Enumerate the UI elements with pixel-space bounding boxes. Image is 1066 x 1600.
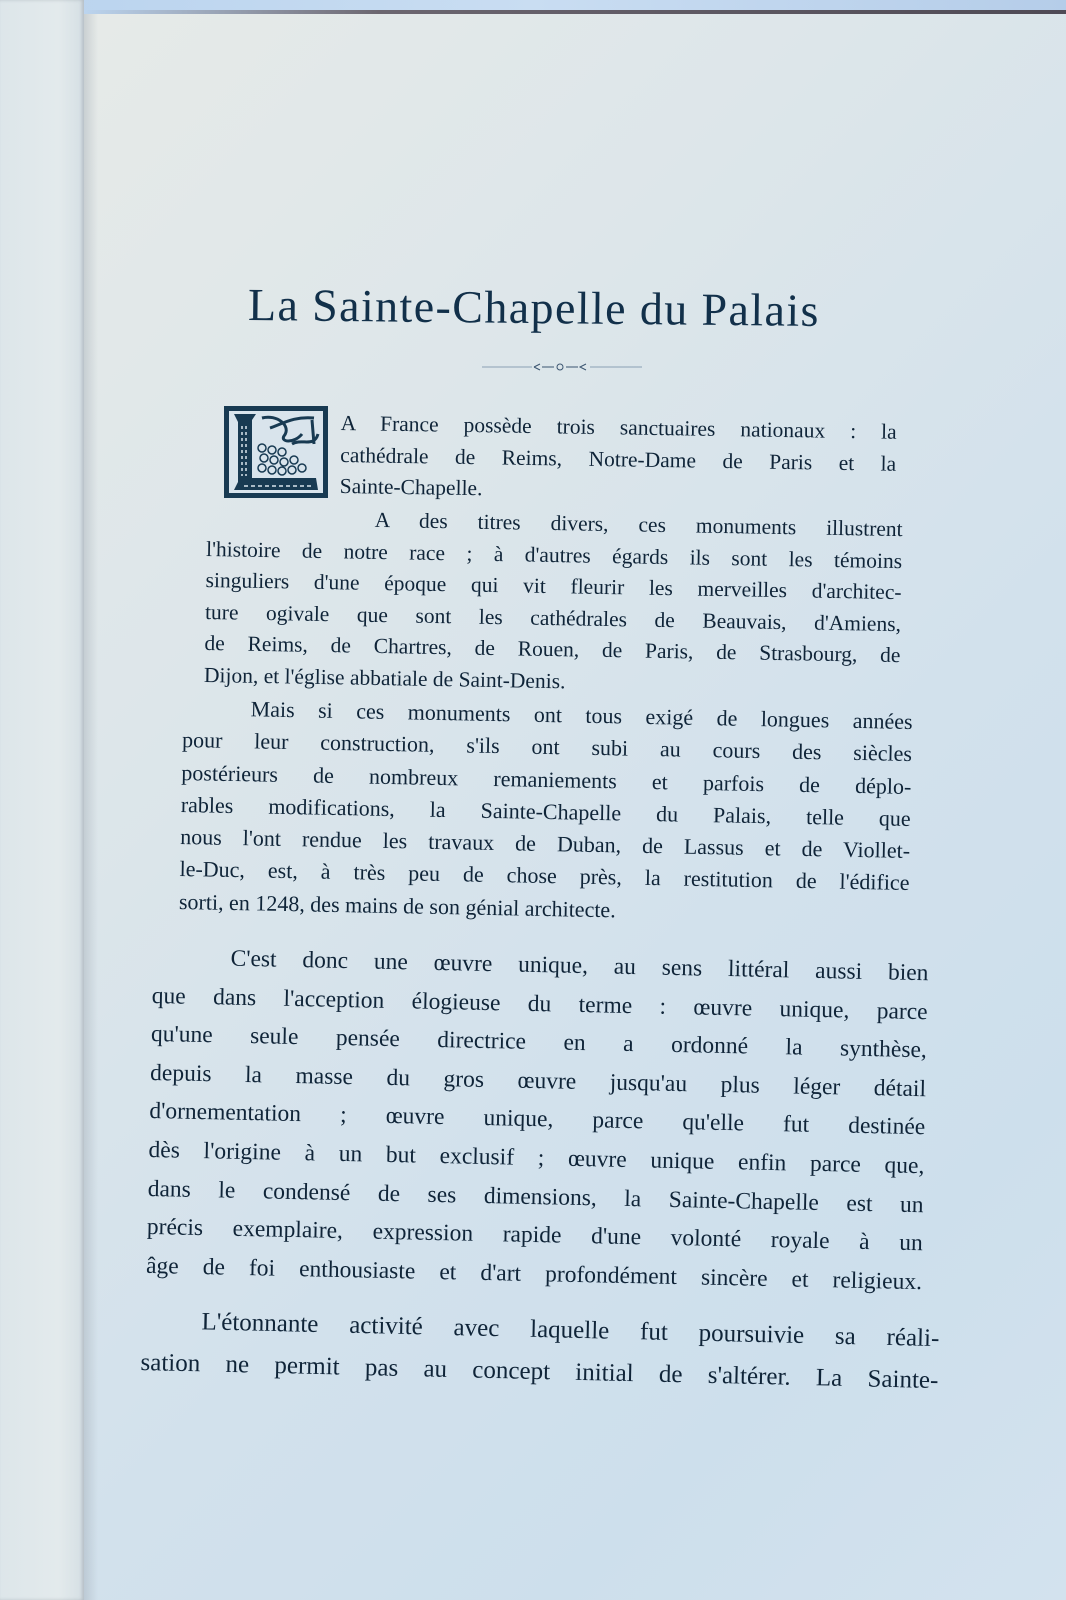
text-line: Sainte-Chapelle. (339, 473, 483, 501)
text-line: postérieurs de nombreux remaniements et parfois de déplo- (181, 759, 912, 799)
text-line: A France possède trois sanctuaires nationaux : la (340, 410, 897, 444)
text-line: rables modifications, la Sainte-Chapelle du Palais, telle que (180, 791, 911, 831)
text-line: sation ne permit pas au concept initial de s'altérer. La Sainte- (140, 1348, 939, 1395)
text-line: Mais si ces monuments ont tous exigé de longues années (250, 696, 913, 735)
paragraph-2 (204, 502, 903, 703)
text-line: âge de foi enthousiaste et d'art profondément sincère et religieux. (145, 1252, 923, 1295)
paragraph-4 (146, 938, 929, 1302)
text-line: précis exemplaire, expression rapide d'une volonté royale à un (146, 1214, 924, 1257)
illuminated-dropcap-icon (222, 404, 330, 500)
page-title: La Sainte-Chapelle du Palais (247, 279, 821, 336)
text-line: depuis la masse du gros œuvre jusqu'au plus léger détail (149, 1059, 927, 1103)
text-line: L'étonnante activité avec laquelle fut poursuivie sa réali- (201, 1308, 940, 1353)
text-line: C'est donc une œuvre unique, au sens littéral aussi bien (230, 945, 929, 987)
text-line: dès l'origine à un but exclusif ; œuvre unique enfin parce que, (148, 1136, 925, 1180)
paragraph-1 (340, 408, 897, 511)
ornament-divider-icon (482, 360, 642, 374)
text-line: sorti, en 1248, des mains de son génial architecte. (178, 888, 616, 923)
text-line: que dans l'acception élogieuse du terme : œuvre unique, parce (151, 982, 928, 1025)
text-line: singuliers d'une époque qui vit fleurir les merveilles d'architec- (205, 567, 902, 605)
text-line: d'ornementation ; œuvre unique, parce qu'elle fut destinée (149, 1098, 926, 1141)
text-line: cathédrale de Reims, Notre-Dame de Paris et la (340, 442, 897, 476)
text-line: ture ogivale que sont les cathédrales de Beauvais, d'Amiens, (204, 599, 902, 636)
text-line: nous l'ont rendue les travaux de Duban, de Lassus et de Viollet- (179, 824, 911, 864)
text-line: qu'une seule pensée directrice en a ordonné la synthèse, (150, 1021, 928, 1064)
text-line: de Reims, de Chartres, de Rouen, de Paris, de Strasbourg, de (204, 630, 901, 668)
text-line: dans le condensé de ses dimensions, la Sainte-Chapelle est un (147, 1175, 924, 1218)
text-line: pour leur construction, s'ils ont subi au cours des siècles (181, 727, 913, 767)
text-line: l'histoire de notre race ; à d'autres égards ils sont les témoins (205, 536, 903, 573)
text-line: le-Duc, est, à très peu de chose près, la restitution de l'édifice (179, 856, 910, 896)
text-line: Dijon, et l'église abbatiale de Saint-Denis. (203, 662, 566, 693)
text-line: A des titres divers, ces monuments illustrent (374, 507, 903, 542)
paragraph-3 (179, 692, 913, 932)
left-page (0, 0, 84, 1600)
